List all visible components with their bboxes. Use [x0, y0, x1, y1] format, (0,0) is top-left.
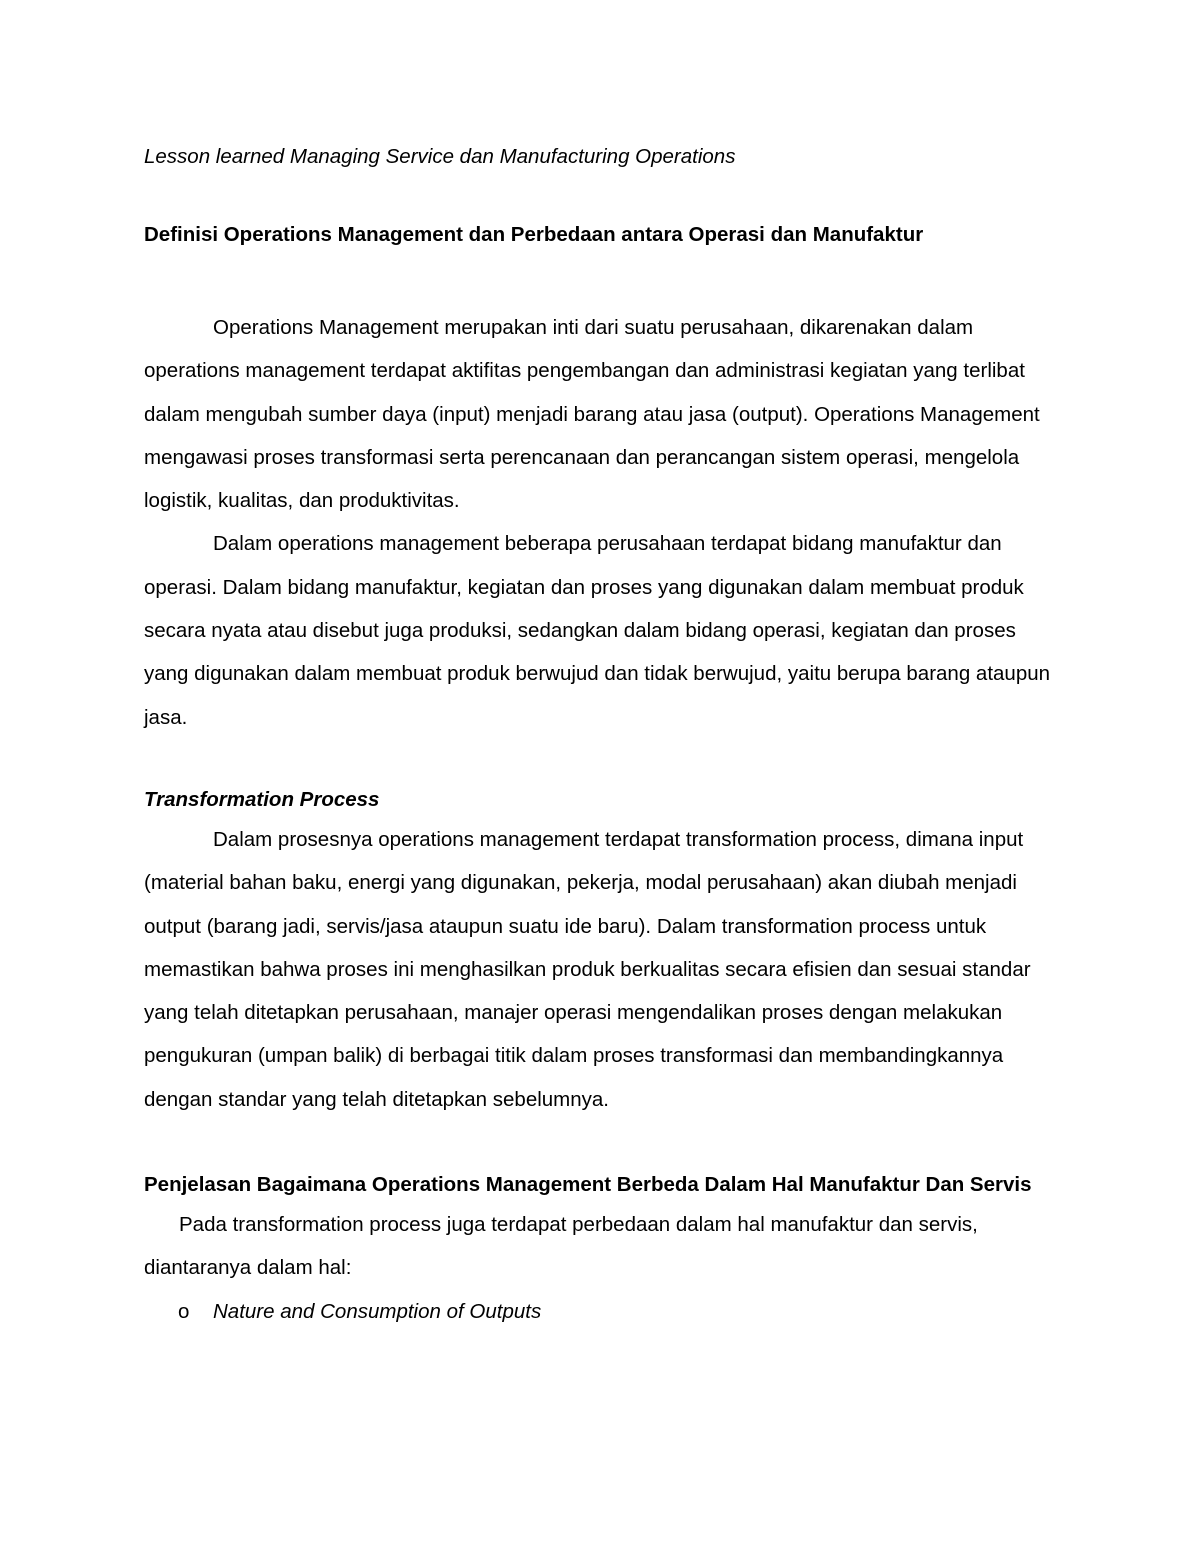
paragraph: Pada transformation process juga terdapat perbedaan dalam hal manufaktur dan servis, diantaranya dalam hal:: [144, 1213, 978, 1280]
spacer: [144, 253, 1064, 306]
spacer: [144, 739, 1064, 782]
paragraph: Dalam operations management beberapa perusahaan terdapat bidang manufaktur dan operasi. Dalam bidang manufaktur, kegiatan dan proses yang digunakan dalam membuat produk secara nyata atau disebut juga produksi, sedangkan dalam bidang operasi, kegiatan dan proses yang digunakan dalam membuat produk berwujud dan tidak berwujud, yaitu berupa barang ataupun jasa.: [144, 532, 1051, 729]
paragraph: Dalam prosesnya operations management terdapat transformation process, dimana input (material bahan baku, energi yang digunakan, pekerja, modal perusahaan) akan diubah menjadi output (barang jadi, servis/jasa ataupun suatu ide baru). Dalam transformation process untuk memastikan bahwa proses ini menghasilkan produk berkualitas secara efisien dan sesuai standar yang telah ditetapkan perusahaan, manajer operasi mengendalikan proses dengan melakukan pengukuran (umpan balik) di berbagai titik dalam proses transformasi dan membandingkannya dengan standar yang telah ditetapkan sebelumnya.: [144, 827, 1031, 1111]
section-heading-transformation-process: Transformation Process: [144, 787, 380, 811]
spacer: [144, 1121, 1064, 1167]
section-heading-penjelasan: Penjelasan Bagaimana Operations Management Berbeda Dalam Hal Manufaktur Dan Servis: [144, 1173, 1032, 1197]
bullet-marker: o: [178, 1299, 190, 1323]
spacer: [144, 175, 1064, 217]
document-body: [144, 139, 1064, 1333]
paragraph: Operations Management merupakan inti dari suatu perusahaan, dikarenakan dalam operations management terdapat aktifitas pengembangan dan administrasi kegiatan yang terlibat dalam mengubah sumber daya (input) menjadi barang atau jasa (output). Operations Management mengawasi proses transformasi serta perencanaan dan perancangan sistem operasi, mengelola logistik, kualitas, dan produktivitas.: [144, 316, 1040, 513]
document-title: Lesson learned Managing Service dan Manufacturing Operations: [144, 145, 736, 168]
bullet-text: Nature and Consumption of Outputs: [213, 1299, 542, 1323]
bullet-list: [144, 1290, 1064, 1333]
list-item: [144, 1290, 1064, 1333]
section-heading-definisi: Definisi Operations Management dan Perbedaan antara Operasi dan Manufaktur: [144, 223, 924, 246]
